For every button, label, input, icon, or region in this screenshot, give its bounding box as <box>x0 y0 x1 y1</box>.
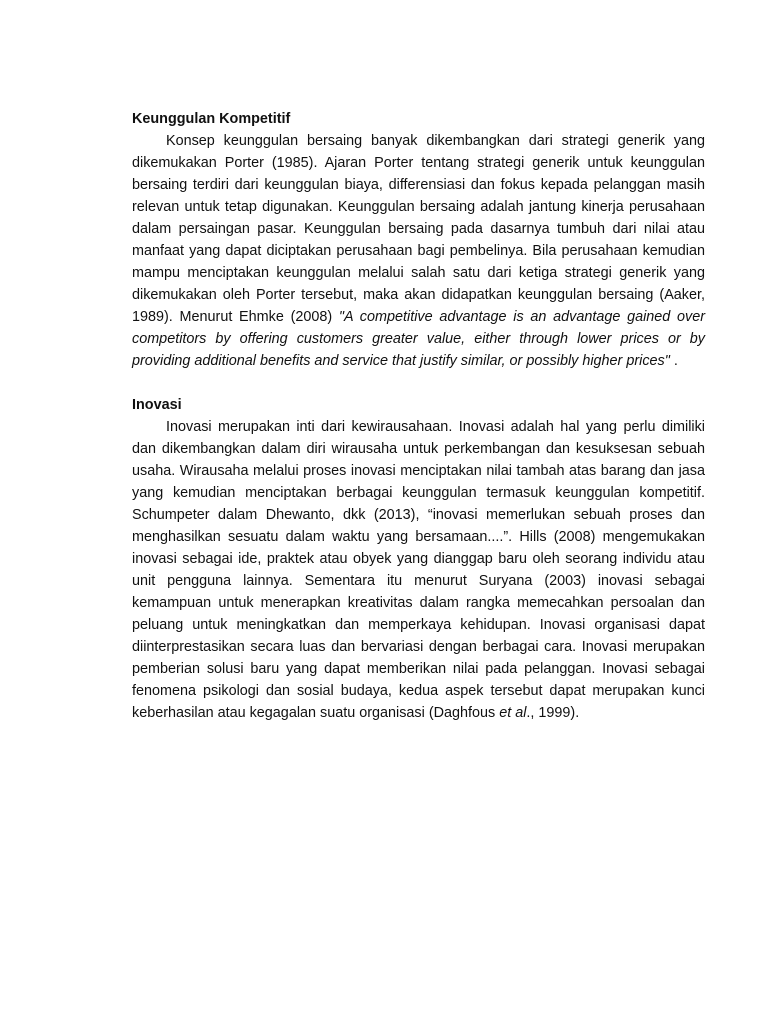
paragraph-keunggulan <box>132 130 705 372</box>
paragraph-inovasi <box>132 416 705 724</box>
paragraph-keunggulan-text: Konsep keunggulan bersaing banyak dikembangkan dari strategi generik yang dikemukakan Porter (1985). Ajaran Porter tentang strategi generik untuk keunggulan bersaing terdiri dari keunggulan biaya, differensiasi dan fokus kepada pelanggan masih relevan untuk tetap digunakan. Keunggulan bersaing adalah jantung kinerja perusahaan dalam persaingan pasar. Keunggulan bersaing pada dasarnya tumbuh dari nilai atau manfaat yang dapat diciptakan perusahaan bagi pembelinya. Bila perusahaan kemudian mampu menciptakan keunggulan melalui salah satu dari ketiga strategi generik yang dikemukakan oleh Porter tersebut, maka akan didapatkan keunggulan bersaing (Aaker, 1989). Menurut Ehmke (2008) <box>132 133 705 325</box>
quote-ehmke: "A competitive advantage is an advantage gained over competitors by offering customers greater value, either through lower prices or by providing additional benefits and service that justify similar, or possibly higher prices" <box>132 309 706 369</box>
section-heading-keunggulan: Keunggulan Kompetitif <box>132 111 291 127</box>
paragraph-inovasi-end: ., 1999). <box>526 705 580 721</box>
document-page <box>132 108 705 724</box>
section-heading-inovasi: Inovasi <box>132 397 182 413</box>
section-spacer <box>132 372 705 394</box>
paragraph-keunggulan-end: . <box>669 353 678 369</box>
paragraph-inovasi-text: Inovasi merupakan inti dari kewirausahaan. Inovasi adalah hal yang perlu dimiliki dan dikembangkan dalam diri wirausaha untuk perkembangan dan kesuksesan sebuah usaha. Wirausaha melalui proses inovasi menciptakan nilai tambah atas barang dan jasa yang kemudian menciptakan berbagai keunggulan termasuk keunggulan kompetitif. Schumpeter dalam Dhewanto, dkk (2013), “inovasi memerlukan sebuah proses dan menghasilkan sesuatu dalam waktu yang bersamaan....”. Hills (2008) mengemukakan inovasi sebagai ide, praktek atau obyek yang dianggap baru oleh seorang individu atau unit pengguna lainnya. Sementara itu menurut Suryana (2003) inovasi sebagai kemampuan untuk menerapkan kreativitas dalam rangka memecahkan persoalan dan peluang untuk meningkatkan dan memperkaya kehidupan. Inovasi organisasi dapat diinterprestasikan secara luas dan bervariasi dengan berbagai cara. Inovasi merupakan pemberian solusi baru yang dapat memberikan nilai pada pelanggan. Inovasi sebagai fenomena psikologi dan sosial budaya, kedua aspek tersebut dapat merupakan kunci keberhasilan atau kegagalan suatu organisasi (Daghfous <box>132 419 705 721</box>
citation-et-al: et al <box>499 705 527 721</box>
